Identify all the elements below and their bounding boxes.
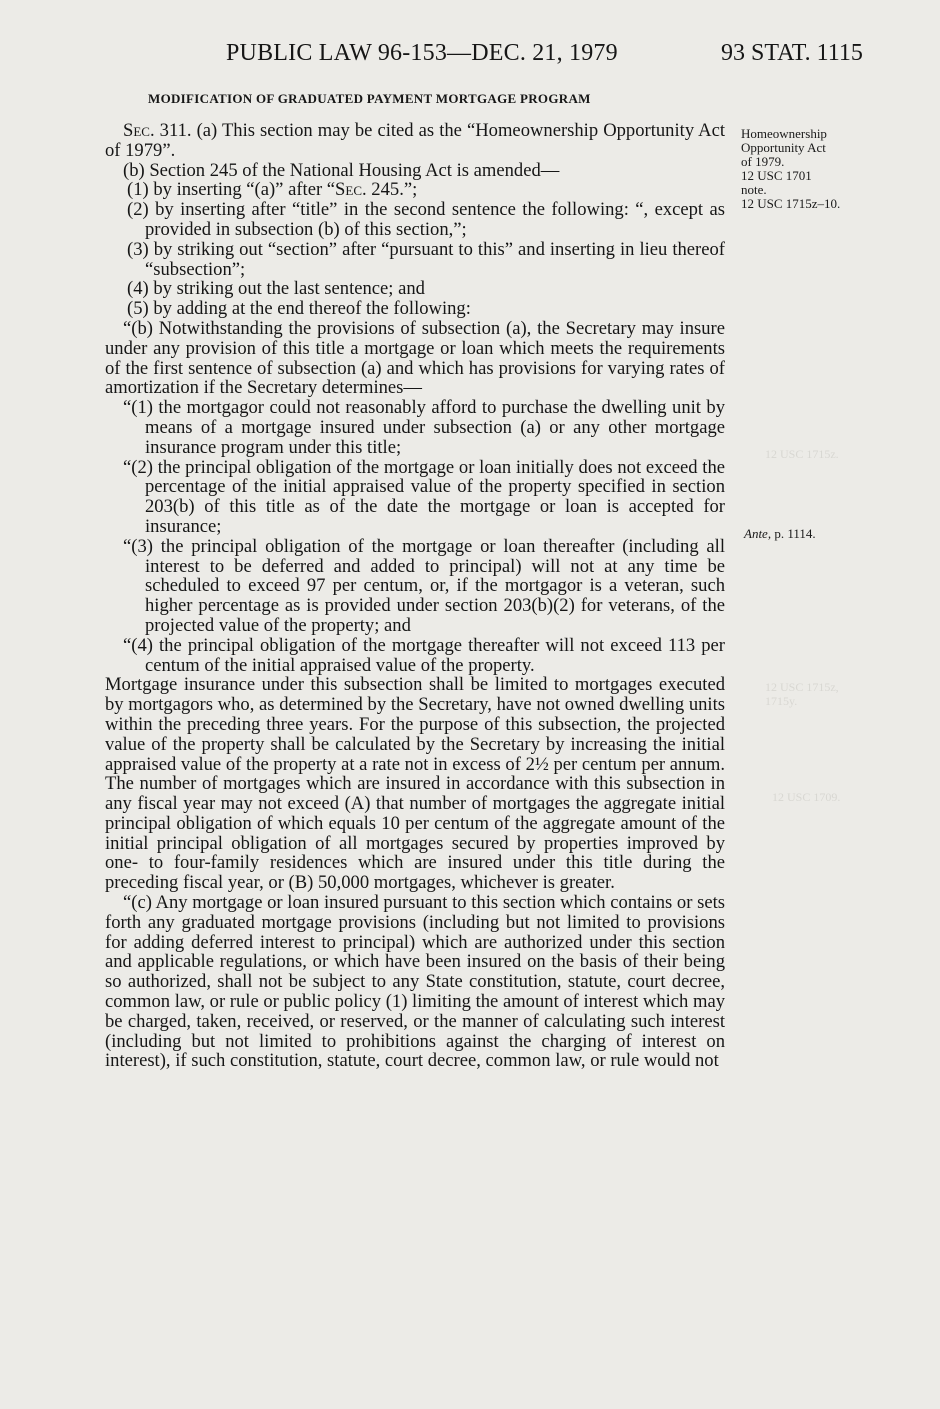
margin-note-ante [744,527,816,541]
condition-2: “(2) the principal obligation of the mortgage or loan initially does not exceed the percentage of the initial appraised value of the property specified in section 203(b) of this title as of the date the mortgage or loan is accepted for insurance; [123,456,725,537]
page-header [0,40,940,80]
margin-line: 12 USC 1715z–10. [741,196,841,211]
i1-pre: (1) by inserting “(a)” after “ [127,179,336,201]
amendment-item-3: (3) by striking out “section” after “pursuant to this” and inserting in lieu thereof “subsection”; [127,238,725,280]
stat-page-number: 93 STAT. 1115 [721,40,863,66]
amendment-item-4: (4) by striking out the last sentence; and [127,278,425,300]
paragraph-b-amendment: (b) Section 245 of the National Housing Act is amended— [123,159,560,181]
ante-italic: Ante, [744,526,772,541]
sec-label: Sec. [123,120,155,141]
ante-page: p. 1114. [771,526,816,541]
condition-3: “(3) the principal obligation of the mortgage or loan thereafter (including all interest to be deferred and added to principal) will not at any time be scheduled to exceed 97 per centum, or, if the mortgagor is a veteran, such higher percentage as is provided under section 203(b)(2) for veterans, of the projected value of the property; and [123,535,725,636]
public-law-citation: PUBLIC LAW 96-153—DEC. 21, 1979 [226,40,618,66]
body-text [105,121,725,1071]
condition-1: “(1) the mortgagor could not reasonably afford to purchase the dwelling unit by means of a mortgage insured under subsection (a) or any other mortgage insurance program under this title; [123,397,725,458]
subsection-c: “(c) Any mortgage or loan insured pursuant to this section which contains or sets forth any graduated mortgage provisions (including but not limited to provisions for adding deferred interest to principal) which are authorized under this section and applicable regulations, or which have been insured on the basis of their being so authorized, shall not be subject to any State constitution, statute, court decree, common law, or rule or public policy (1) limiting the amount of interest which may be charged, taken, received, or reserved, or the manner of calculating such interest (including but not limited to prohibitions against the charging of interest on interest), if such constitution, statute, court decree, common law, or rule would not [105,892,725,1072]
margin-line: note. [741,182,767,197]
bleed-through-note: 12 USC 1715z. [765,447,839,461]
bleed-through-note: 12 USC 1709. [772,790,841,804]
i1-post: . 245.”; [362,179,418,201]
margin-line: Homeownership [741,126,827,141]
mortgage-insurance-paragraph: Mortgage insurance under this subsection shall be limited to mortgages executed by mortgagors who, as determined by the Secretary, have not owned dwelling units within the preceding three years. For the purpose of this subsection, the projected value of the property shall be calculated by the Secretary by increasing the initial appraised value of the property at a rate not in excess of 2½ per centum per annum. The number of mortgages which are insured in accordance with this subsection in any fiscal year may not exceed (A) that number of mortgages the aggregate initial principal obligation of which equals 10 per centum of the aggregate amount of the initial principal obligation of all mortgages secured by properties improved by one- to four-family residences which are insured under this title during the preceding fiscal year, or (B) 50,000 mortgages, whichever is greater. [105,674,725,894]
margin-line: Opportunity Act [741,140,826,155]
margin-line: 12 USC 1701 [741,168,812,183]
i1-sc: Sec [335,179,362,201]
amendment-item-2: (2) by inserting after “title” in the second sentence the following: “, except as provided in subsection (b) of this section,”; [127,199,725,240]
section-title: MODIFICATION OF GRADUATED PAYMENT MORTGAGE PROGRAM [148,91,591,106]
bleed-through-note: 1715y. [765,694,798,708]
condition-4: “(4) the principal obligation of the mortgage thereafter will not exceed 113 per centum of the initial appraised value of the property. [123,634,725,676]
amendment-item-1 [105,180,725,200]
p1-text: 311. (a) This section may be cited as the “Homeownership Opportunity Act of 1979”. [105,120,725,161]
margin-line: of 1979. [741,154,785,169]
amendment-item-5: (5) by adding at the end thereof the following: [127,298,471,320]
paragraph-section-311 [105,121,725,161]
subsection-b-intro: “(b) Notwithstanding the provisions of subsection (a), the Secretary may insure under any provision of this title a mortgage or loan which meets the requirements of the first sentence of subsection (a) and which has provisions for varying rates of amortization if the Secretary determines— [105,317,725,399]
bleed-through-note: 12 USC 1715z, [765,680,839,694]
margin-note-homeownership [741,127,871,211]
